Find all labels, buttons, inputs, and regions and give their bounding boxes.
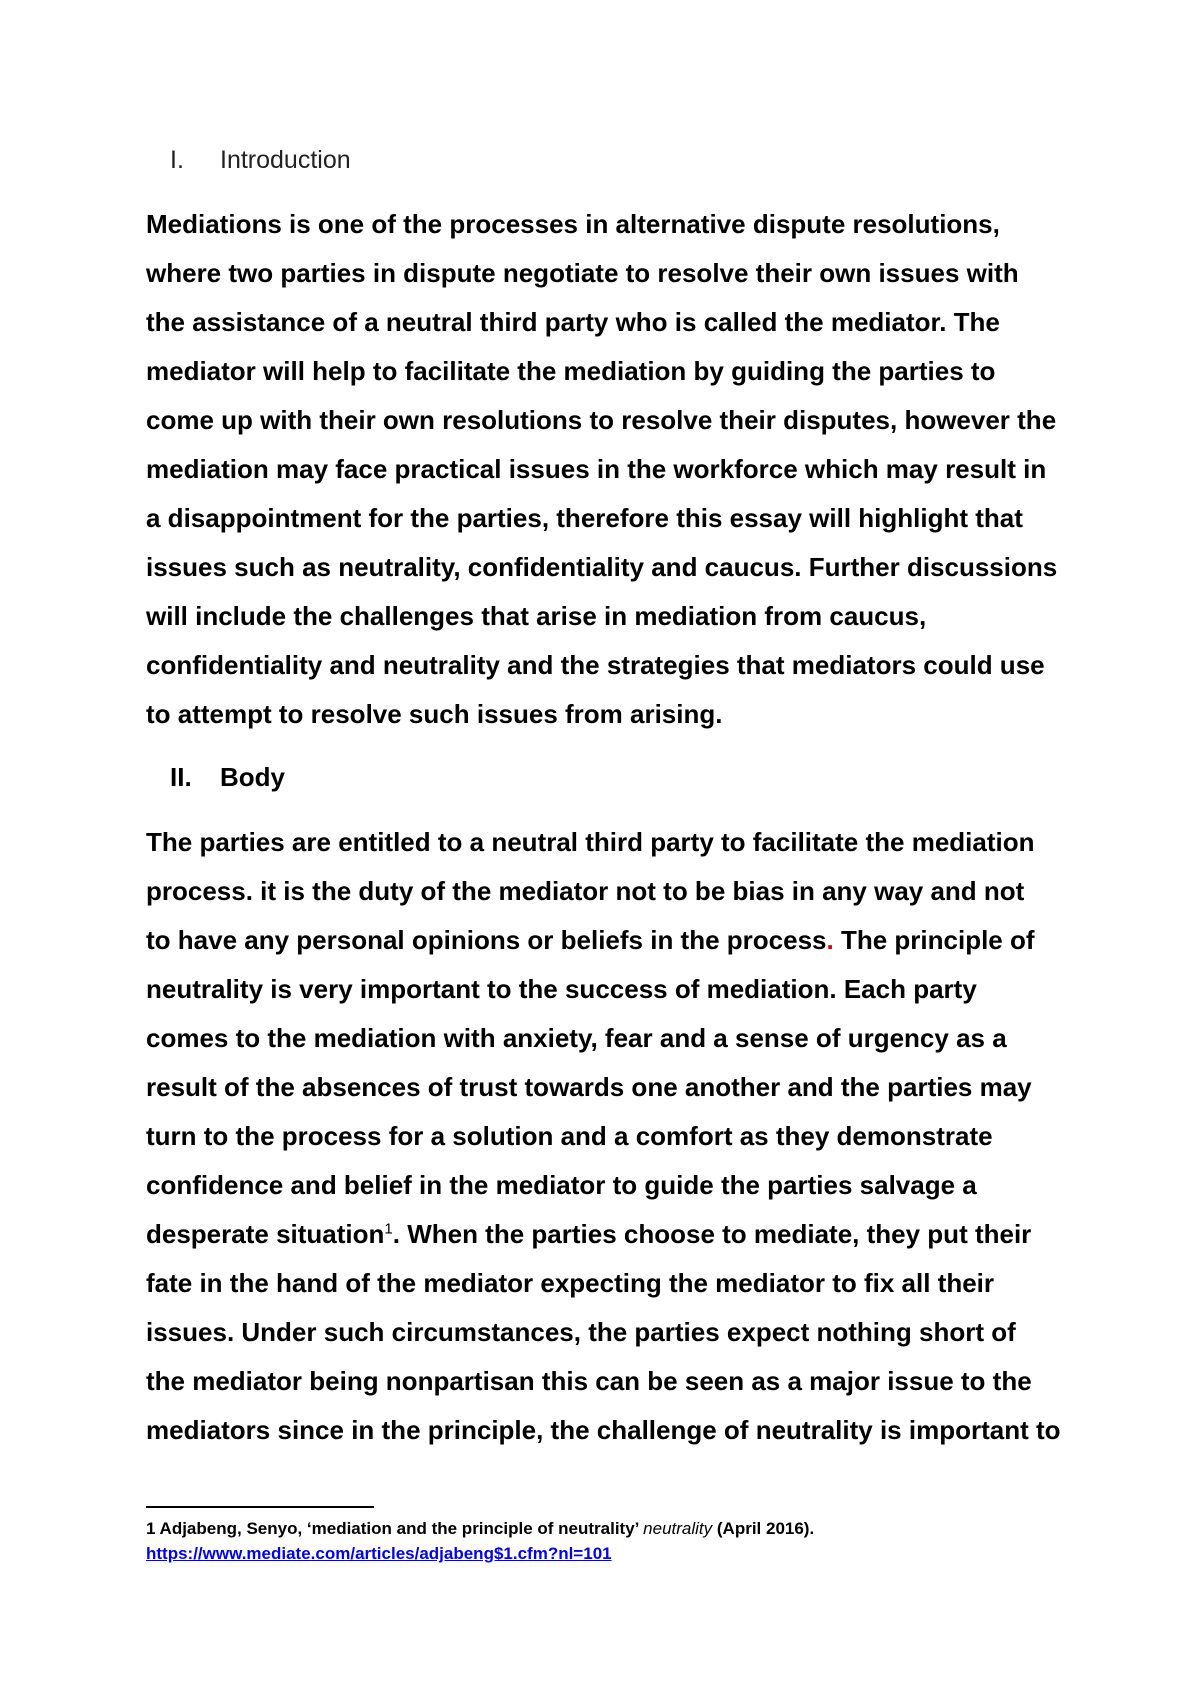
text-line: come up with their own resolutions to resolve their disputes, however the	[146, 405, 1057, 435]
text-segment: The principle of	[833, 925, 1035, 955]
heading-title: Body	[220, 762, 285, 792]
text-line: mediation may face practical issues in the workforce which may result in	[146, 454, 1047, 484]
heading-number: II.	[170, 762, 192, 792]
heading-number: I.	[170, 146, 184, 174]
citation-text: 1 Adjabeng, Senyo, ‘mediation and the principle of neutrality’	[146, 1519, 644, 1538]
text-line: Mediations is one of the processes in alternative dispute resolutions,	[146, 209, 1000, 239]
citation-date: (April 2016).	[712, 1519, 815, 1538]
highlighted-period: .	[826, 925, 834, 955]
footnote-link[interactable]: https://www.mediate.com/articles/adjabeng$1.cfm?nl=101	[146, 1544, 612, 1563]
text-line	[146, 916, 1076, 965]
text-line: issues such as neutrality, confidentiality and caucus. Further discussions	[146, 552, 1058, 582]
text-line	[146, 1210, 1076, 1259]
text-line: comes to the mediation with anxiety, fear and a sense of urgency as a	[146, 1023, 1007, 1053]
text-line: where two parties in dispute negotiate to resolve their own issues with	[146, 258, 1019, 288]
text-line: fate in the hand of the mediator expecting the mediator to fix all their	[146, 1268, 994, 1298]
section-heading-body	[170, 762, 285, 792]
text-line: will include the challenges that arise in mediation from caucus,	[146, 601, 927, 631]
text-line: the assistance of a neutral third party who is called the mediator. The	[146, 307, 1000, 337]
text-segment: . When the parties choose to mediate, they put their	[392, 1219, 1032, 1249]
text-line: process. it is the duty of the mediator not to be bias in any way and not	[146, 876, 1025, 906]
footnote-link-line	[146, 1541, 1046, 1566]
heading-title: Introduction	[220, 146, 351, 174]
footnote-separator	[146, 1506, 374, 1508]
text-line: issues. Under such circumstances, the parties expect nothing short of	[146, 1317, 1016, 1347]
text-line: a disappointment for the parties, therefore this essay will highlight that	[146, 503, 1023, 533]
text-segment: desperate situation	[146, 1219, 385, 1249]
text-line: turn to the process for a solution and a comfort as they demonstrate	[146, 1121, 993, 1151]
text-line: result of the absences of trust towards one another and the parties may	[146, 1072, 1032, 1102]
text-line: The parties are entitled to a neutral third party to facilitate the mediation	[146, 827, 1035, 857]
text-segment: to have any personal opinions or beliefs in the process	[146, 925, 827, 955]
footnote-citation	[146, 1516, 1046, 1541]
section-heading-introduction	[170, 145, 351, 175]
text-line: neutrality is very important to the success of mediation. Each party	[146, 974, 977, 1004]
text-line: mediator will help to facilitate the mediation by guiding the parties to	[146, 356, 996, 386]
footnote	[146, 1516, 1046, 1566]
footnote-reference[interactable]: 1	[384, 1220, 393, 1238]
citation-italic: neutrality	[643, 1519, 713, 1538]
body-paragraph	[146, 818, 1076, 1455]
text-line: confidence and belief in the mediator to guide the parties salvage a	[146, 1170, 977, 1200]
text-line: to attempt to resolve such issues from arising.	[146, 699, 723, 729]
text-line: confidentiality and neutrality and the strategies that mediators could use	[146, 650, 1045, 680]
introduction-paragraph	[146, 200, 1076, 739]
text-line: mediators since in the principle, the challenge of neutrality is important to	[146, 1415, 1061, 1445]
text-line: the mediator being nonpartisan this can be seen as a major issue to the	[146, 1366, 1032, 1396]
